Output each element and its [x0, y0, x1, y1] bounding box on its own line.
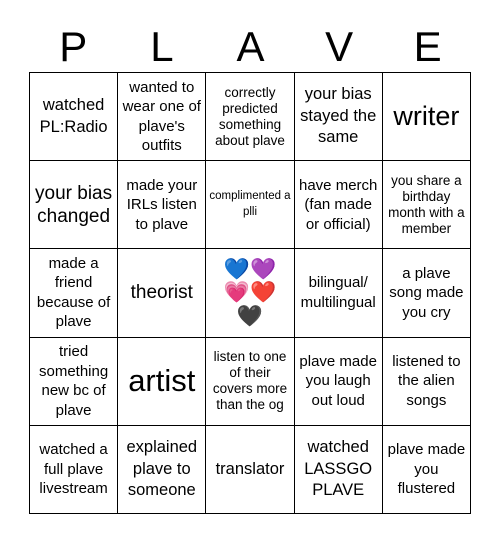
cell-text: theorist [130, 282, 193, 304]
bingo-cell-5-2[interactable] [118, 426, 206, 514]
cell-text: watched PL:Radio [39, 96, 108, 136]
heart-icons-row-2: 💗❤️ [223, 281, 277, 305]
cell-text: your bias stayed the same [300, 85, 377, 147]
cell-text: translator [215, 459, 285, 478]
bingo-cell-3-5[interactable] [383, 249, 471, 337]
bingo-cell-2-5[interactable] [383, 161, 471, 249]
cell-text: made your IRLs listen to plave [126, 176, 198, 233]
bingo-cell-1-3[interactable] [206, 73, 294, 161]
hearts-emoji-group [224, 258, 276, 327]
cell-text: a plave song made you cry [389, 264, 464, 321]
cell-text: explained plave to someone [126, 438, 198, 500]
cell-text: watched LASSGO PLAVE [304, 438, 373, 500]
cell-text: made a friend because of plave [36, 254, 111, 331]
bingo-cell-4-1[interactable] [30, 338, 118, 426]
bingo-cell-3-4[interactable] [295, 249, 383, 337]
free-space-cell[interactable] [206, 249, 294, 337]
cell-text: your bias changed [35, 182, 113, 227]
title-letter-a: A [236, 23, 265, 70]
cell-text: plave made you flustered [387, 441, 466, 498]
title-letter-p: P [59, 23, 88, 70]
title-letter-v: V [325, 23, 354, 70]
cell-text: tried something new bc of plave [38, 343, 109, 419]
cell-text: complimented a plli [209, 190, 291, 218]
cell-text: have merch (fan made or official) [299, 176, 378, 233]
bingo-cell-1-4[interactable] [295, 73, 383, 161]
bingo-cell-3-1[interactable] [30, 249, 118, 337]
bingo-board [29, 72, 471, 514]
bingo-cell-2-2[interactable] [118, 161, 206, 249]
cell-text: writer [393, 100, 460, 131]
bingo-cell-4-3[interactable] [206, 338, 294, 426]
title-letter-l: L [150, 23, 174, 70]
bingo-cell-5-5[interactable] [383, 426, 471, 514]
cell-text: listened to the alien songs [392, 352, 461, 409]
bingo-cell-1-2[interactable] [118, 73, 206, 161]
bingo-cell-5-1[interactable] [30, 426, 118, 514]
bingo-cell-5-3[interactable] [206, 426, 294, 514]
bingo-cell-1-1[interactable] [30, 73, 118, 161]
cell-text: plave made you laugh out loud [299, 352, 377, 409]
cell-text: artist [128, 362, 196, 398]
cell-text: wanted to wear one of plave's outfits [122, 78, 201, 155]
bingo-cell-3-2[interactable] [118, 249, 206, 337]
cell-text: bilingual/ multilingual [300, 274, 376, 311]
bingo-cell-4-2[interactable] [118, 338, 206, 426]
bingo-cell-2-3[interactable] [206, 161, 294, 249]
bingo-cell-5-4[interactable] [295, 426, 383, 514]
title-letter-e: E [413, 23, 442, 70]
cell-text: correctly predicted something about plave [215, 84, 285, 148]
bingo-title [29, 22, 472, 72]
bingo-cell-4-5[interactable] [383, 338, 471, 426]
heart-icons-row-3: 🖤 [236, 304, 264, 328]
cell-text: watched a full plave livestream [39, 441, 108, 498]
bingo-cell-2-1[interactable] [30, 161, 118, 249]
cell-text: listen to one of their covers more than the og [212, 349, 288, 413]
heart-icons-row-1: 💙💜 [223, 258, 277, 282]
bingo-cell-4-4[interactable] [295, 338, 383, 426]
cell-text: you share a birthday month with a member [388, 172, 465, 236]
bingo-cell-1-5[interactable] [383, 73, 471, 161]
bingo-cell-2-4[interactable] [295, 161, 383, 249]
